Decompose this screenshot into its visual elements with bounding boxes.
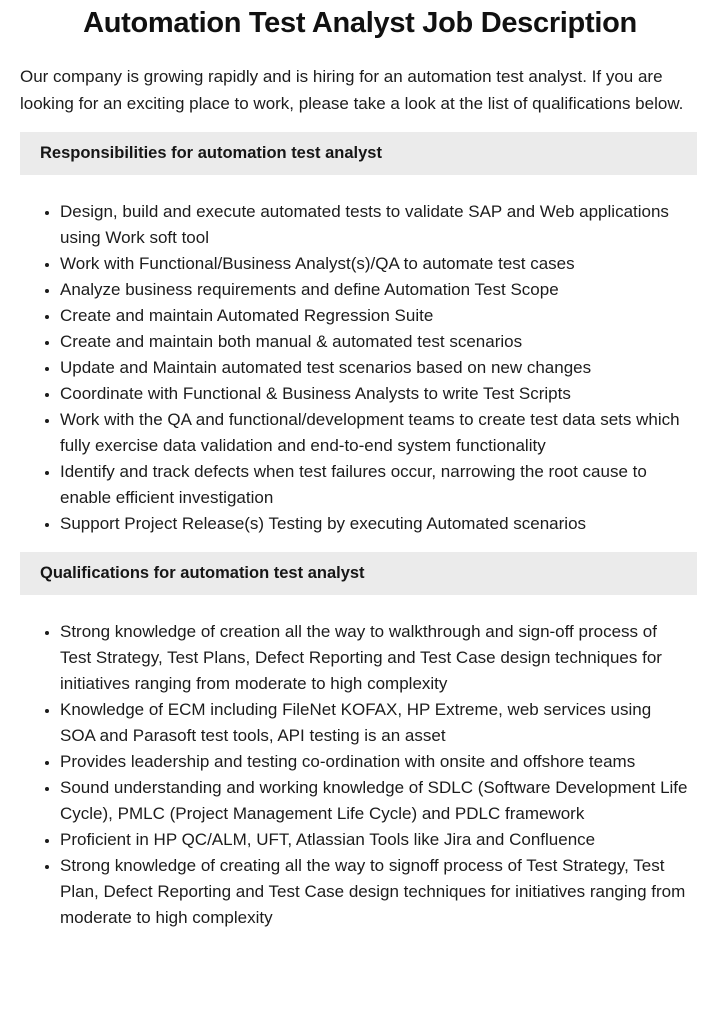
list-item: • Work with Functional/Business Analyst(s)/QA to automate test cases — [60, 251, 688, 277]
qualifications-list — [20, 619, 720, 931]
list-item: • Sound understanding and working knowledge of SDLC (Software Development Life Cycle), PMLC (Project Management Life Cycle) and PDLC framework — [60, 775, 688, 827]
list-item: • Create and maintain both manual & automated test scenarios — [60, 329, 688, 355]
section-heading-label: Responsibilities for automation test analyst — [40, 144, 382, 162]
list-item: • Strong knowledge of creating all the way to signoff process of Test Strategy, Test Plan, Defect Reporting and Test Case design techniques for initiatives ranging from moderate to high complexity — [60, 853, 688, 931]
job-description-document — [0, 7, 720, 931]
page-title: Automation Test Analyst Job Description — [83, 7, 637, 39]
list-item: • Strong knowledge of creation all the way to walkthrough and sign-off process of Test Strategy, Test Plans, Defect Reporting and Test Case design techniques for initiatives ranging from moderate to high complexity — [60, 619, 688, 697]
section-header-responsibilities — [20, 132, 697, 175]
list-item: • Knowledge of ECM including FileNet KOFAX, HP Extreme, web services using SOA and Parasoft test tools, API testing is an asset — [60, 697, 688, 749]
intro-paragraph: Our company is growing rapidly and is hiring for an automation test analyst. If you are looking for an exciting place to work, please take a look at the list of qualifications below. — [20, 67, 684, 113]
list-item: • Analyze business requirements and define Automation Test Scope — [60, 277, 688, 303]
list-item: • Design, build and execute automated tests to validate SAP and Web applications using Work soft tool — [60, 199, 688, 251]
list-item: • Update and Maintain automated test scenarios based on new changes — [60, 355, 688, 381]
list-item: • Work with the QA and functional/development teams to create test data sets which fully exercise data validation and end-to-end system functionality — [60, 407, 688, 459]
section-header-qualifications — [20, 552, 697, 595]
list-item: • Create and maintain Automated Regression Suite — [60, 303, 688, 329]
list-item: • Proficient in HP QC/ALM, UFT, Atlassian Tools like Jira and Confluence — [60, 827, 688, 853]
list-item: • Support Project Release(s) Testing by executing Automated scenarios — [60, 511, 688, 537]
list-item: • Provides leadership and testing co-ordination with onsite and offshore teams — [60, 749, 688, 775]
list-item: • Coordinate with Functional & Business Analysts to write Test Scripts — [60, 381, 688, 407]
responsibilities-list — [20, 199, 720, 537]
list-item: • Identify and track defects when test failures occur, narrowing the root cause to enable efficient investigation — [60, 459, 688, 511]
section-heading-label: Qualifications for automation test analyst — [40, 564, 365, 582]
